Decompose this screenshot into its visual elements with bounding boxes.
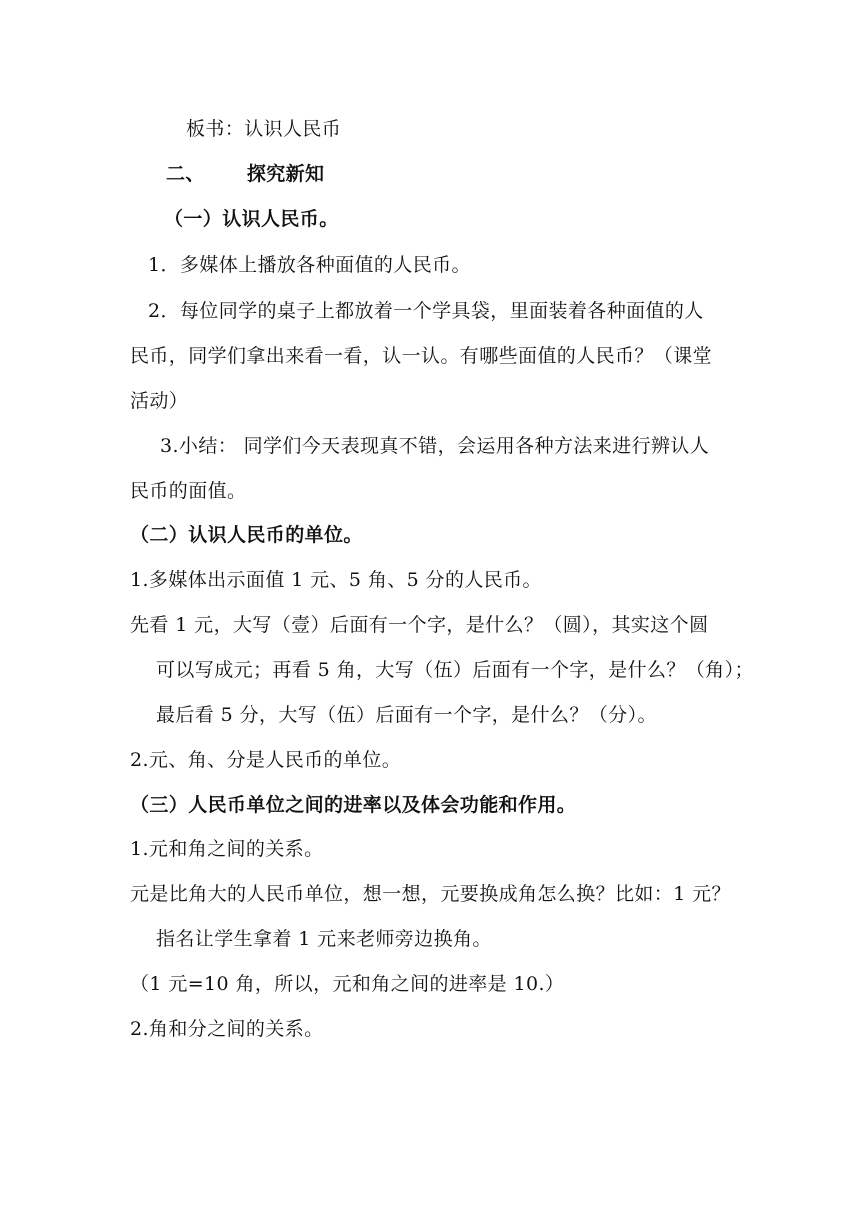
paragraph-line: 民币的面值。 (130, 480, 247, 502)
paragraph-line: 2．每位同学的桌子上都放着一个学具袋，里面装着各种面值的人 (148, 300, 704, 322)
subsection-heading: （三）人民币单位之间的进率以及体会功能和作用。 (130, 794, 577, 816)
paragraph-line: 可以写成元；再看 5 角，大写（伍）后面有一个字，是什么？（角）； (156, 659, 754, 681)
paragraph-line: 元是比角大的人民币单位，想一想，元要换成角怎么换？比如：1 元？ (130, 883, 731, 905)
paragraph-line: 活动） (130, 390, 189, 412)
paragraph-line: 1.多媒体出示面值 1 元、5 角、5 分的人民币。 (130, 569, 542, 591)
paragraph-line: 3.小结： 同学们今天表现真不错，会运用各种方法来进行辨认人 (160, 435, 710, 457)
board-title: 板书：认识人民币 (186, 118, 342, 140)
subsection-heading: （一）认识人民币。 (164, 208, 339, 230)
paragraph-line: 最后看 5 分，大写（伍）后面有一个字，是什么？（分）。 (156, 704, 657, 726)
paragraph-line: 先看 1 元，大写（壹）后面有一个字，是什么？（圆），其实这个圆 (130, 614, 709, 636)
subsection-heading: （二）认识人民币的单位。 (130, 524, 363, 546)
section-title: 探究新知 (246, 163, 325, 185)
paragraph-line: （1 元=10 角，所以，元和角之间的进率是 10.） (130, 973, 565, 995)
paragraph-line: 2.角和分之间的关系。 (130, 1018, 324, 1040)
paragraph-line: 1.元和角之间的关系。 (130, 838, 324, 860)
section-heading (166, 161, 324, 187)
paragraph-line: 民币，同学们拿出来看一看，认一认。有哪些面值的人民币？（课堂 (130, 345, 713, 367)
section-number: 二、 (166, 163, 205, 185)
paragraph-line: 2.元、角、分是人民币的单位。 (130, 749, 402, 771)
paragraph-line: 1．多媒体上播放各种面值的人民币。 (148, 254, 471, 276)
paragraph-line: 指名让学生拿着 1 元来老师旁边换角。 (156, 928, 492, 950)
